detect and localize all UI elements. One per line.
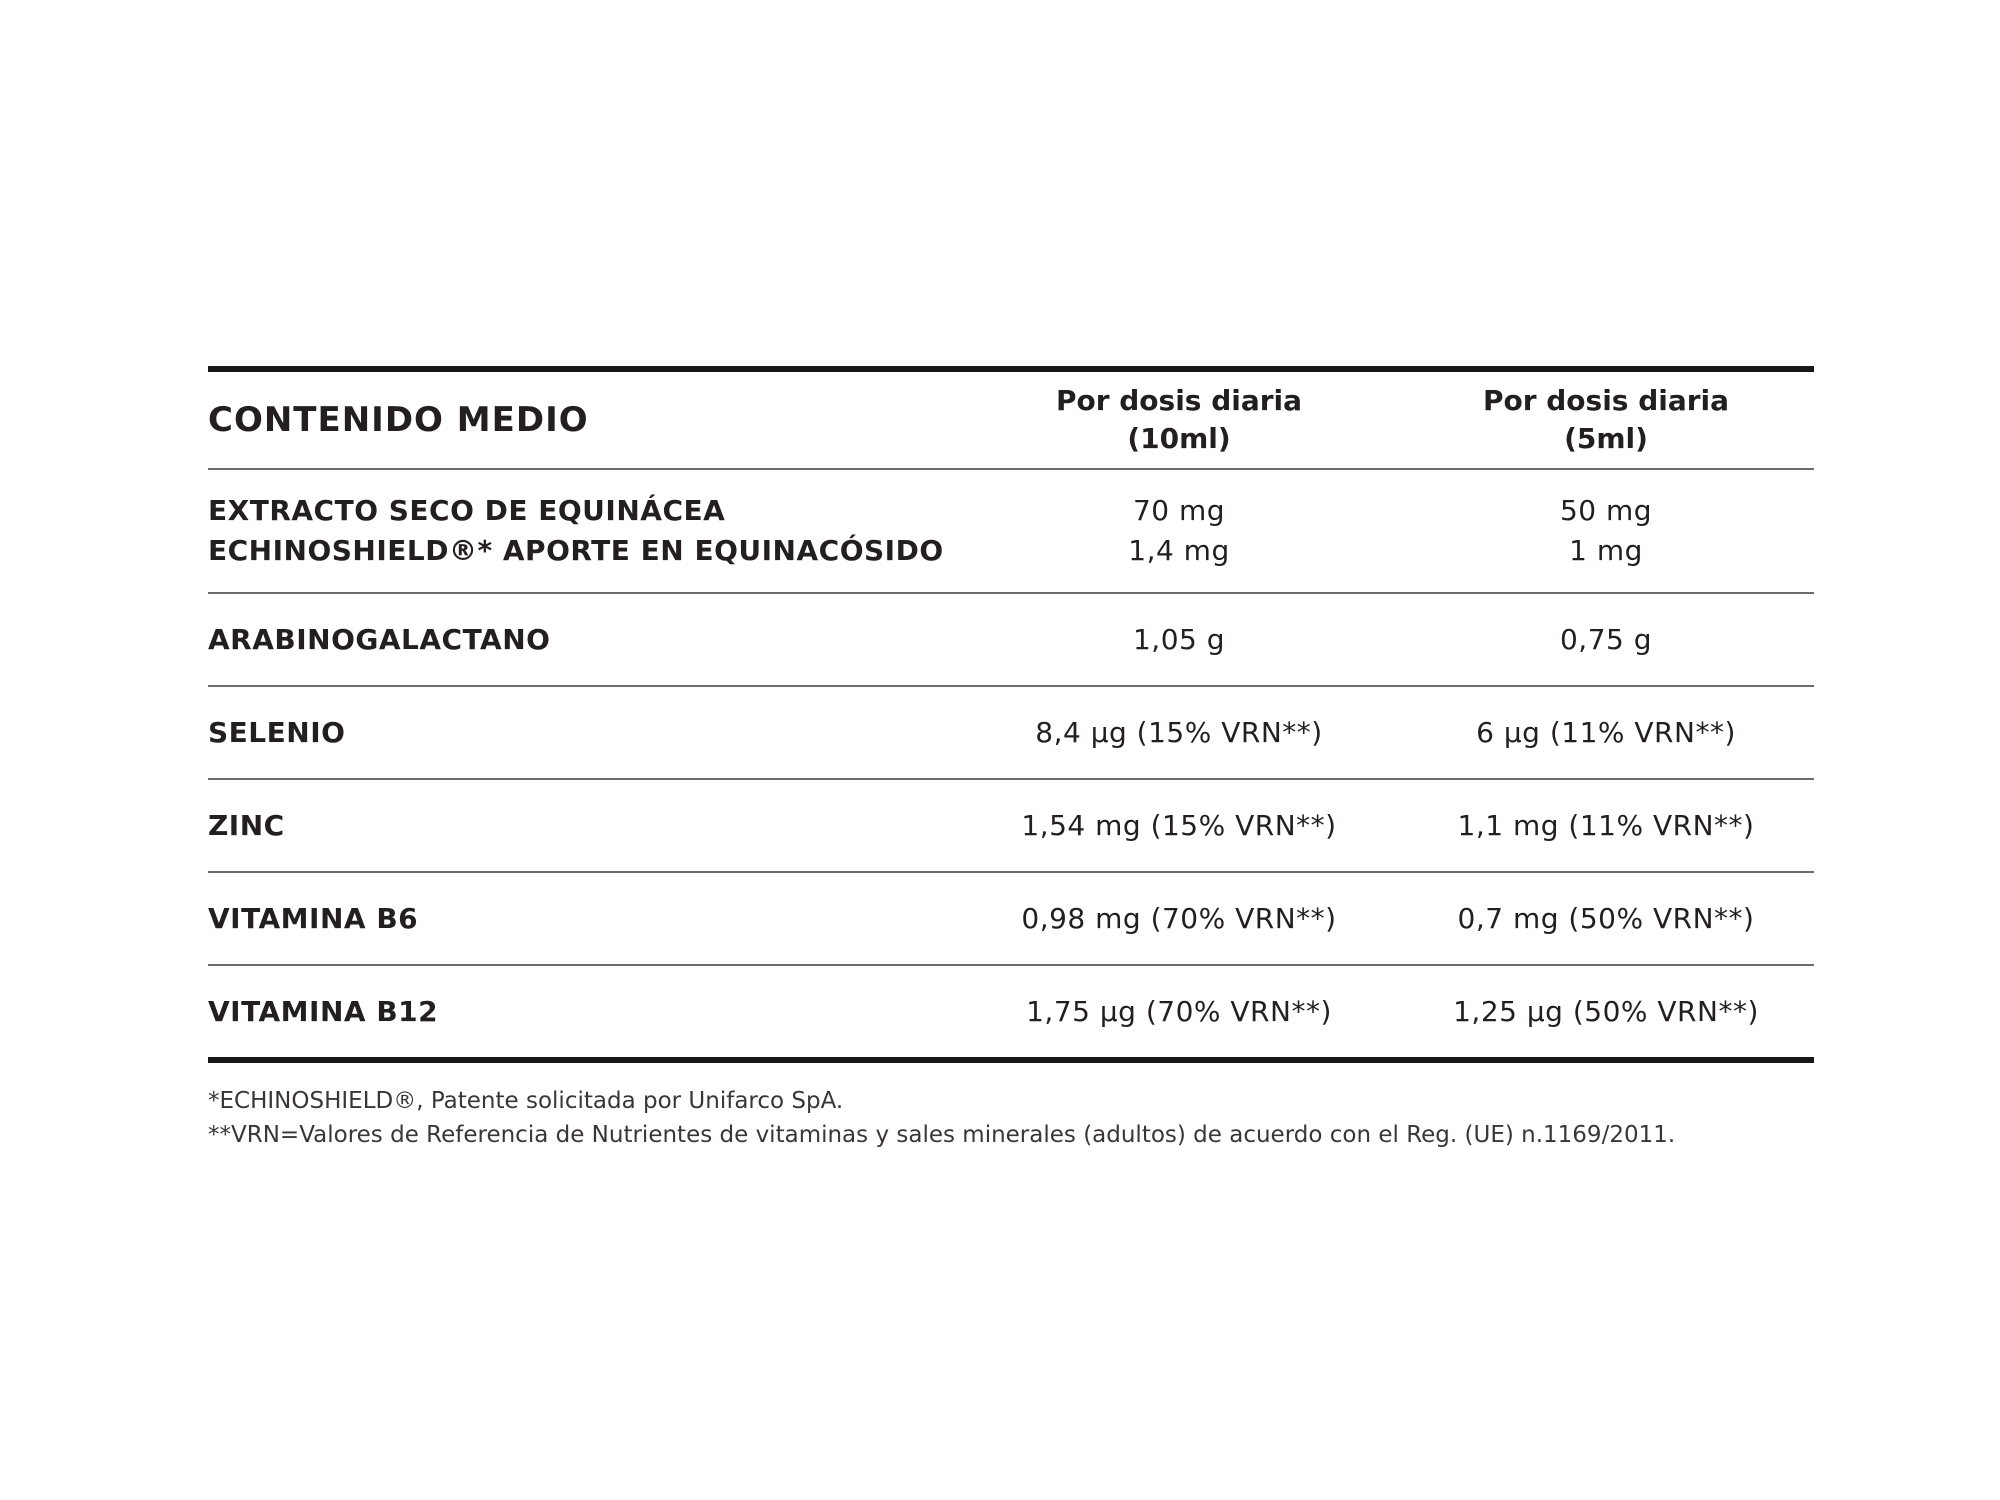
header-col-10ml-line1: Por dosis diaria (1055, 384, 1303, 417)
value-5ml (1398, 491, 1814, 571)
value-10ml-line2: 1,4 mg (1128, 534, 1230, 567)
value-5ml: 1,1 mg (11% VRN**) (1457, 808, 1755, 842)
value-5ml: 0,7 mg (50% VRN**) (1457, 901, 1755, 935)
header-title: CONTENIDO MEDIO (208, 400, 589, 440)
value-5ml: 6 µg (11% VRN**) (1476, 715, 1736, 749)
value-10ml: 1,75 µg (70% VRN**) (1026, 994, 1332, 1028)
ingredient-name: VITAMINA B12 (208, 994, 439, 1028)
header-col-5ml-line1: Por dosis diaria (1482, 384, 1730, 417)
ingredient-name: SELENIO (208, 715, 346, 749)
table-row (208, 470, 1814, 592)
header-col-10ml-line2: (10ml) (1127, 422, 1231, 455)
table-row (208, 873, 1814, 964)
footnote-echinoshield: *ECHINOSHIELD®, Patente solicitada por Unifarco SpA. (208, 1088, 844, 1114)
header-col-5ml (1398, 382, 1814, 458)
value-5ml-line1: 50 mg (1559, 494, 1653, 527)
table-row (208, 594, 1814, 685)
ingredient-name-line2: ECHINOSHIELD®* APORTE EN EQUINACÓSIDO (208, 534, 944, 567)
footnote-vrn: **VRN=Valores de Referencia de Nutrientes de vitaminas y sales minerales (adultos) de acuerdo con el Reg. (UE) n.1169/2011. (208, 1122, 1676, 1148)
value-5ml: 1,25 µg (50% VRN**) (1453, 994, 1759, 1028)
value-10ml: 8,4 µg (15% VRN**) (1035, 715, 1323, 749)
ingredient-name: ARABINOGALACTANO (208, 622, 551, 656)
ingredient-name: ZINC (208, 808, 285, 842)
ingredient-name-line1: EXTRACTO SECO DE EQUINÁCEA (208, 494, 726, 527)
value-10ml: 1,54 mg (15% VRN**) (1021, 808, 1337, 842)
nutrition-table (208, 366, 1814, 1063)
footnotes (208, 1084, 1828, 1152)
header-col-5ml-line2: (5ml) (1564, 422, 1648, 455)
value-5ml-line2: 1 mg (1569, 534, 1643, 567)
table-bottom-rule (208, 1057, 1814, 1063)
table-row (208, 687, 1814, 778)
ingredient-name (208, 491, 960, 571)
value-10ml (960, 491, 1398, 571)
table-row (208, 780, 1814, 871)
header-col-10ml (960, 382, 1398, 458)
table-header (208, 372, 1814, 468)
value-10ml: 1,05 g (1132, 622, 1226, 656)
value-5ml: 0,75 g (1559, 622, 1653, 656)
table-row (208, 966, 1814, 1057)
ingredient-name: VITAMINA B6 (208, 901, 419, 935)
value-10ml-line1: 70 mg (1132, 494, 1226, 527)
value-10ml: 0,98 mg (70% VRN**) (1021, 901, 1337, 935)
